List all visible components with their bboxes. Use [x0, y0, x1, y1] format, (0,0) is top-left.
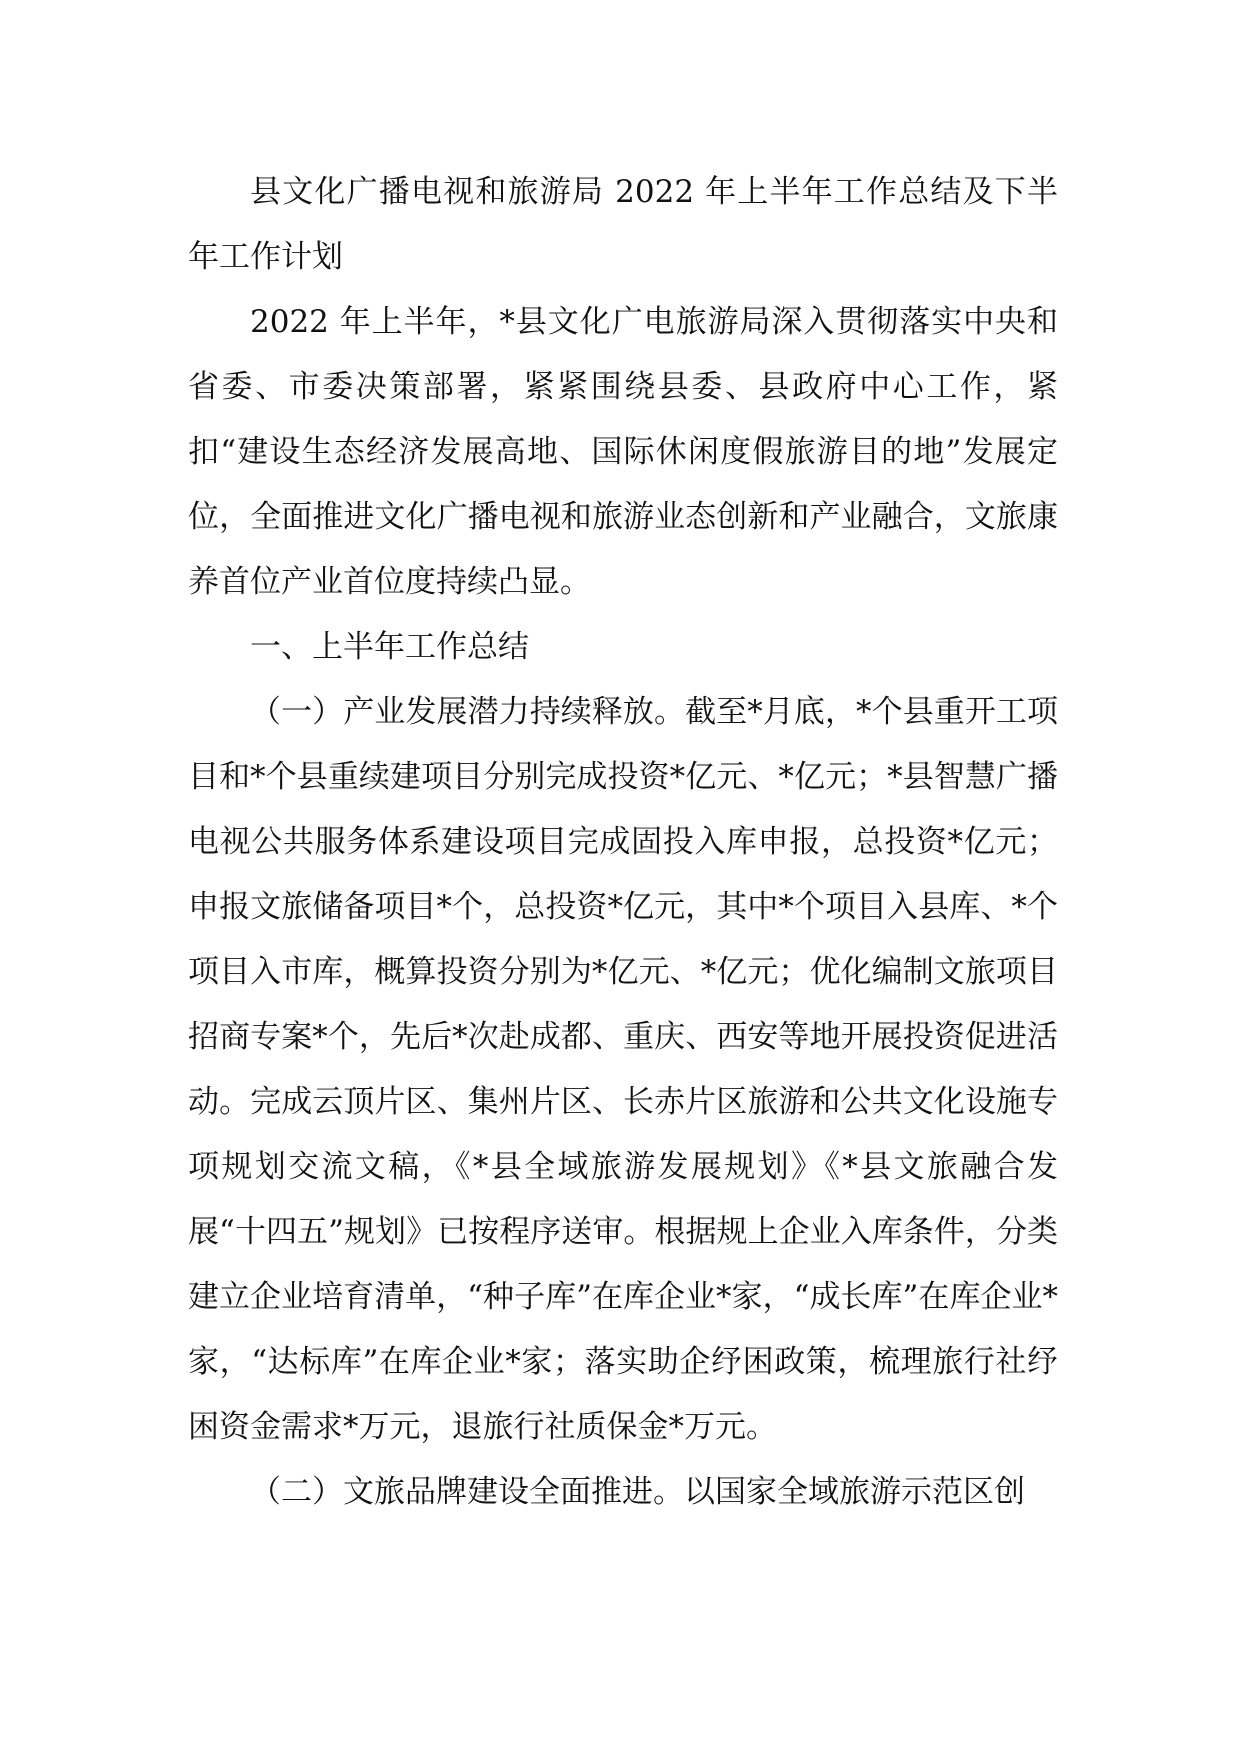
subsection-paragraph-2: （二）文旅品牌建设全面推进。以国家全域旅游示范区创 — [250, 1474, 1025, 1510]
subsection-paragraph-1: （一）产业发展潜力持续释放。截至*月底，*个县重开工项目和*个县重续建项目分别完成投资*亿元、*亿元；*县智慧广播电视公共服务体系建设项目完成固投入库申报，总投资*亿元；申报文旅储备项目*个，总投资*亿元，其中*个项目入县库、*个项目入市库，概算投资分别为*亿元、*亿元；优化编制文旅项目招商专案*个，先后*次赴成都、重庆、西安等地开展投资促进活动。完成云顶片区、集州片区、长赤片区旅游和公共文化设施专项规划交流文稿，《*县全域旅游发展规划》《*县文旅融合发展“十四五”规划》已按程序送审。根据规上企业入库条件，分类建立企业培育清单，“种子库”在库企业*家，“成长库”在库企业*家，“达标库”在库企业*家；落实助企纾困政策，梳理旅行社纾困资金需求*万元，退旅行社质保金*万元。 — [188, 694, 1058, 1445]
document-title: 县文化广播电视和旅游局 2022 年上半年工作总结及下半年工作计划 — [188, 174, 1058, 275]
intro-paragraph: 2022 年上半年，*县文化广电旅游局深入贯彻落实中央和省委、市委决策部署，紧紧围绕县委、县政府中心工作，紧扣“建设生态经济发展高地、国际休闲度假旅游目的地”发展定位，全面推进文化广播电视和旅游业态创新和产业融合，文旅康养首位产业首位度持续凸显。 — [188, 304, 1058, 600]
document-page — [188, 160, 1058, 1525]
section-heading: 一、上半年工作总结 — [250, 629, 529, 665]
